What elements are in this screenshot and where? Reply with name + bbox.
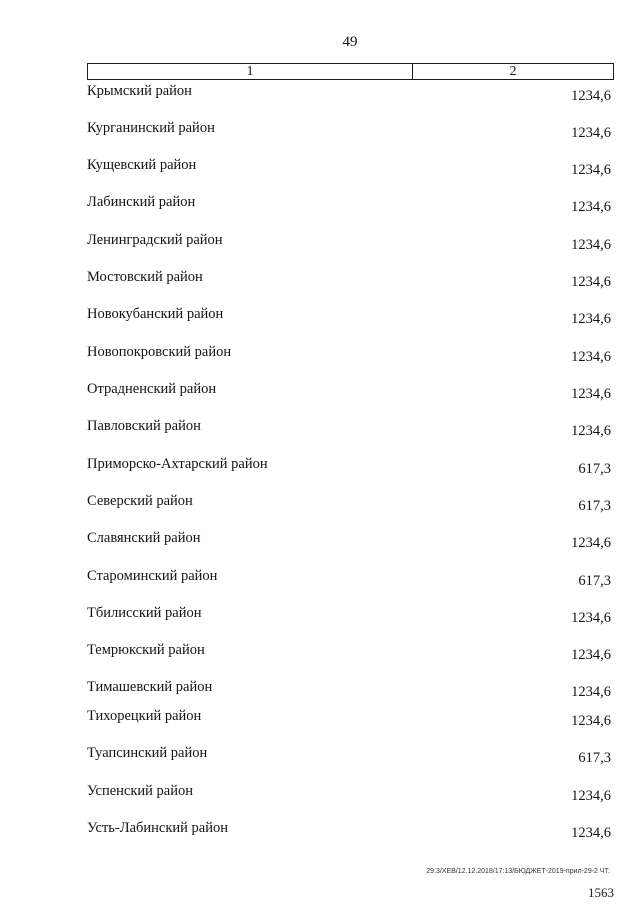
table-row [0,708,640,728]
amount-value: 1234,6 [571,237,611,253]
amount-value: 1234,6 [571,386,611,402]
table-row [0,493,640,513]
amount-value: 1234,6 [571,274,611,290]
table-row [0,456,640,476]
table-row [0,157,640,177]
amount-value: 1234,6 [571,647,611,663]
table-row [0,568,640,588]
district-name: Мостовский район [87,269,203,285]
district-name: Тбилисский район [87,605,202,621]
district-name: Ленинградский район [87,232,223,248]
district-name: Приморско-Ахтарский район [87,456,268,472]
amount-value: 1234,6 [571,535,611,551]
district-name: Новопокровский район [87,344,232,360]
amount-value: 617,3 [578,461,611,477]
table-row [0,530,640,550]
district-name: Тихорецкий район [87,708,202,724]
district-name: Тимашевский район [87,679,213,695]
column-header-1: 1 [88,64,413,79]
table-row [0,418,640,438]
table-header [87,63,614,80]
amount-value: 1234,6 [571,788,611,804]
document-code: 29.3/XEB/12.12.2018/17:13/БЮДЖЕТ-2019-прил-29-2 ЧТ. [426,868,610,875]
amount-value: 1234,6 [571,684,611,700]
amount-value: 1234,6 [571,349,611,365]
district-name: Отрадненский район [87,381,217,397]
district-name: Кущевский район [87,157,197,173]
district-name: Северский район [87,493,193,509]
amount-value: 1234,6 [571,825,611,841]
table-row [0,745,640,765]
table-row [0,381,640,401]
amount-value: 1234,6 [571,610,611,626]
amount-value: 1234,6 [571,311,611,327]
table-row [0,820,640,840]
table-row [0,344,640,364]
amount-value: 1234,6 [571,125,611,141]
district-name: Славянский район [87,530,201,546]
table-row [0,232,640,252]
table-row [0,306,640,326]
amount-value: 1234,6 [571,423,611,439]
district-name: Темрюкский район [87,642,205,658]
amount-value: 1234,6 [571,162,611,178]
table-row [0,83,640,103]
column-header-2: 2 [509,64,517,79]
table-row [0,783,640,803]
sheet-number: 1563 [588,885,614,900]
district-name: Павловский район [87,418,201,434]
page-number: 49 [342,34,358,50]
district-name: Туапсинский район [87,745,208,761]
table-row [0,269,640,289]
district-name: Староминский район [87,568,218,584]
table-row [0,120,640,140]
district-name: Успенский район [87,783,193,799]
table-row [0,194,640,214]
amount-value: 1234,6 [571,88,611,104]
amount-value: 617,3 [578,750,611,766]
amount-value: 1234,6 [571,199,611,215]
table-row [0,679,640,699]
district-name: Лабинский район [87,194,196,210]
amount-value: 617,3 [578,573,611,589]
district-name: Усть-Лабинский район [87,820,228,836]
table-row [0,605,640,625]
district-name: Крымский район [87,83,192,99]
table-row [0,642,640,662]
amount-value: 1234,6 [571,713,611,729]
district-name: Новокубанский район [87,306,224,322]
amount-value: 617,3 [578,498,611,514]
district-name: Курганинский район [87,120,215,136]
